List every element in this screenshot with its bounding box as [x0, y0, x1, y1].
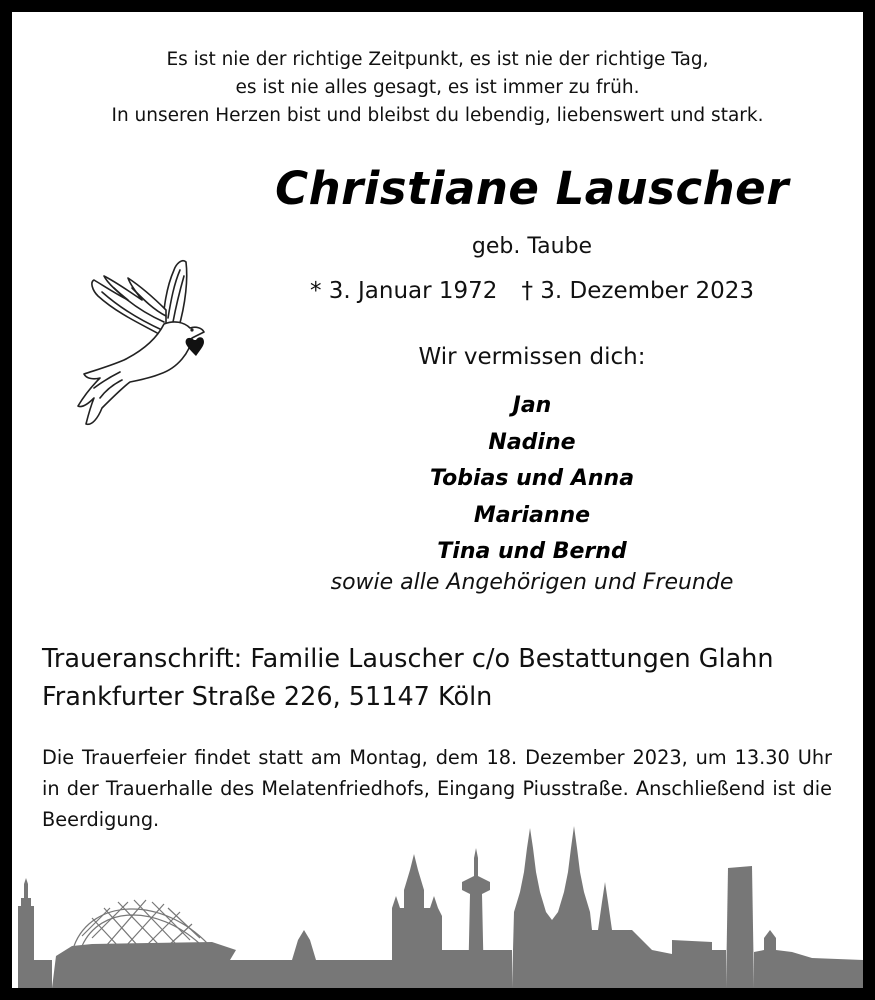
mourner-name: Tina und Bernd [437, 539, 627, 564]
missed-by-label: Wir vermissen dich: [418, 344, 646, 370]
cologne-skyline [12, 820, 863, 988]
life-dates [262, 278, 802, 304]
mourner-name: Tobias und Anna [429, 466, 635, 491]
mourning-address [42, 640, 774, 716]
birth-date: * 3. Januar 1972 [309, 278, 498, 304]
death-date: † 3. Dezember 2023 [521, 278, 755, 304]
address-line: Traueranschrift: Familie Lauscher c/o Bestattungen Glahn [42, 644, 774, 674]
address-line: Frankfurter Straße 226, 51147 Köln [42, 682, 493, 712]
mourner-name: Nadine [488, 429, 576, 455]
funeral-notice: Die Trauerfeier findet statt am Montag, dem 18. Dezember 2023, um 13.30 Uhr in der Trauerhalle des Melatenfriedhofs, Eingang Piusstraße. Anschließend ist die Beerdigung. [42, 746, 832, 831]
mourner-name: Jan [512, 393, 552, 418]
other-mourners: sowie alle Angehörigen und Freunde [330, 570, 734, 595]
mourner-name: Marianne [473, 502, 591, 528]
poem-line: es ist nie alles gesagt, es ist immer zu früh. [235, 77, 640, 98]
mourners-list [262, 388, 802, 571]
dove-with-heart-icon [70, 248, 210, 428]
obituary-page [12, 12, 863, 988]
maiden-name: geb. Taube [471, 234, 593, 259]
deceased-name: Christiane Lauscher [275, 162, 789, 215]
poem-line: Es ist nie der richtige Zeitpunkt, es ist nie der richtige Tag, [166, 49, 709, 70]
poem-line: In unseren Herzen bist und bleibst du lebendig, liebenswert und stark. [111, 105, 764, 126]
poem [12, 46, 863, 130]
